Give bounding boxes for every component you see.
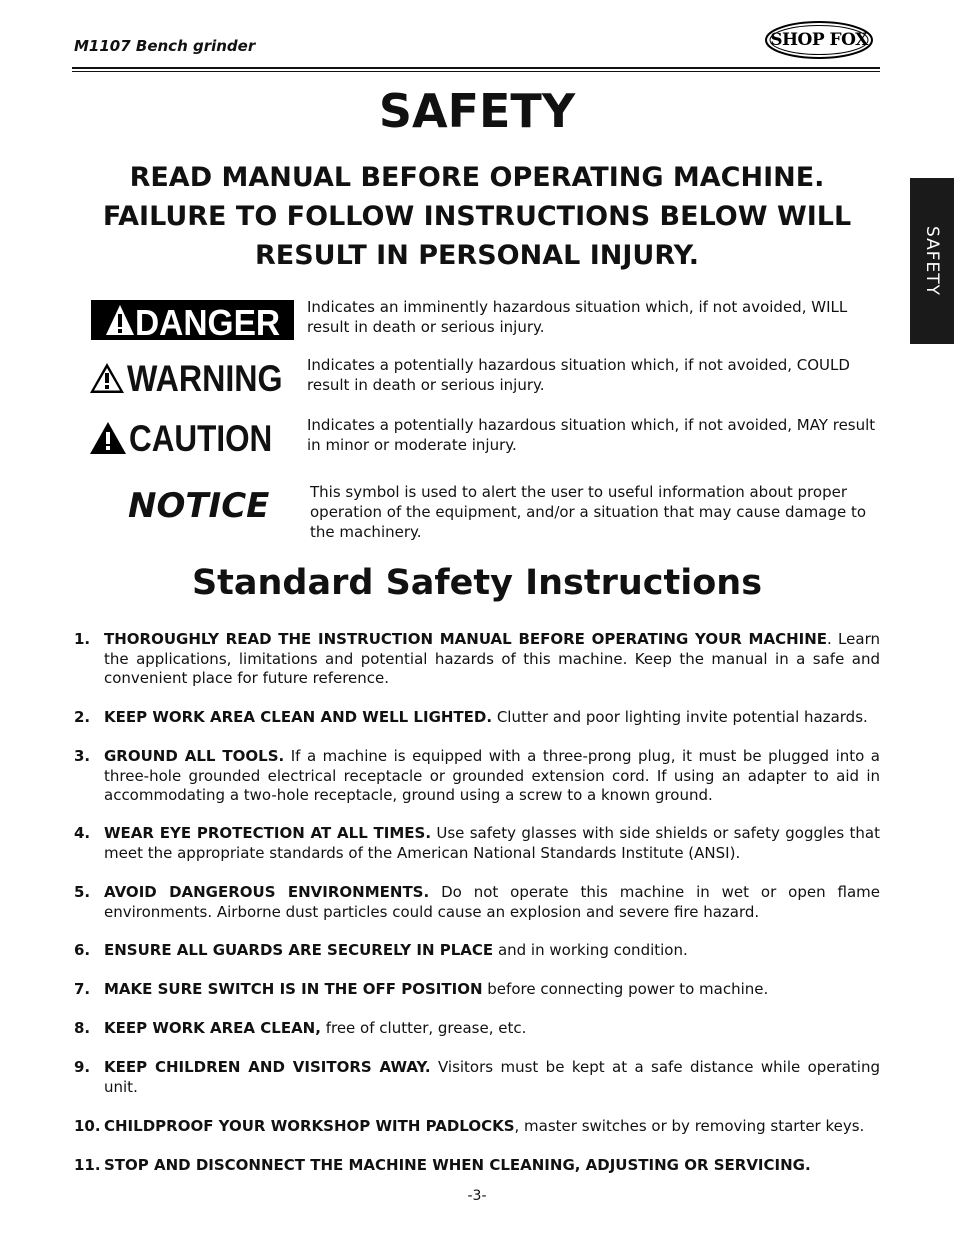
page-title: SAFETY: [378, 84, 576, 138]
instruction-text: free of clutter, grease, etc.: [320, 1019, 527, 1037]
instruction-text: Use safety glasses with side shields or safety goggles that meet the appropriate standards of the American National Standards Institute (ANSI).: [104, 824, 880, 862]
instruction-text: and in working condition.: [493, 941, 688, 959]
shop-fox-logo: [764, 20, 874, 60]
instruction-lead: KEEP WORK AREA CLEAN AND WELL LIGHTED.: [104, 708, 493, 726]
instruction-lead: STOP AND DISCONNECT THE MACHINE WHEN CLEANING, ADJUSTING OR SERVICING.: [104, 1156, 811, 1174]
read-manual-warning: [90, 158, 864, 275]
instruction-item: [74, 941, 880, 961]
instruction-item: [74, 1156, 880, 1176]
danger-word: DANGER: [135, 302, 281, 343]
read-manual-line: READ MANUAL BEFORE OPERATING MACHINE.: [129, 162, 825, 193]
instruction-lead: ENSURE ALL GUARDS ARE SECURELY IN PLACE: [104, 941, 494, 959]
instruction-number: 2.: [74, 708, 91, 726]
instruction-item: [74, 883, 880, 922]
instruction-number: 1.: [74, 630, 91, 648]
instruction-number: 4.: [74, 824, 91, 842]
logo-text: SHOP FOX: [770, 30, 868, 50]
instruction-lead: GROUND ALL TOOLS.: [104, 747, 285, 765]
instruction-lead: MAKE SURE SWITCH IS IN THE OFF POSITION: [104, 980, 483, 998]
warning-description: Indicates a potentially hazardous situation which, if not avoided, COULD result in death or serious injury.: [307, 356, 850, 394]
instruction-number: 3.: [74, 747, 91, 765]
instruction-number: 5.: [74, 883, 91, 901]
instruction-number: 6.: [74, 941, 91, 959]
instruction-item: [74, 1117, 880, 1137]
instruction-lead: CHILDPROOF YOUR WORKSHOP WITH PADLOCKS: [104, 1117, 515, 1135]
instruction-item: [74, 708, 880, 728]
warning-triangle-icon: [105, 304, 135, 336]
header-rule: [72, 67, 880, 69]
instruction-item: [74, 1058, 880, 1097]
section-side-tab: [910, 178, 954, 344]
notice-label: NOTICE: [128, 486, 270, 526]
instruction-item: [74, 824, 880, 863]
instruction-number: 9.: [74, 1058, 91, 1076]
read-manual-line: RESULT IN PERSONAL INJURY.: [255, 240, 699, 271]
warning-label: [89, 358, 299, 398]
notice-description: This symbol is used to alert the user to useful information about proper operation of the equipment, and/or a situation that may cause damage to the machinery.: [310, 483, 867, 541]
instruction-text: If a machine is equipped with a three-prong plug, it must be plugged into a three-hole grounded electrical receptacle or grounded extension cord. If using an adapter to aid in accommodating a two-hole receptacle, ground using a screw to a known ground.: [104, 747, 881, 804]
instruction-text: Clutter and poor lighting invite potential hazards.: [492, 708, 868, 726]
instruction-lead: THOROUGHLY READ THE INSTRUCTION MANUAL BEFORE OPERATING YOUR MACHINE: [104, 630, 828, 648]
read-manual-line: FAILURE TO FOLLOW INSTRUCTIONS BELOW WILL: [102, 201, 852, 232]
instruction-lead: WEAR EYE PROTECTION AT ALL TIMES.: [104, 824, 432, 842]
danger-description: Indicates an imminently hazardous situation which, if not avoided, WILL result in death or serious injury.: [307, 298, 848, 336]
warning-triangle-icon: [89, 362, 125, 394]
instruction-item: [74, 630, 880, 689]
caution-description: Indicates a potentially hazardous situation which, if not avoided, MAY result in minor or moderate injury.: [307, 416, 876, 454]
page-number: -3-: [467, 1188, 487, 1204]
danger-label: [91, 300, 294, 343]
instruction-item: [74, 747, 880, 806]
instruction-lead: KEEP CHILDREN AND VISITORS AWAY.: [104, 1058, 431, 1076]
instruction-lead: KEEP WORK AREA CLEAN,: [104, 1019, 321, 1037]
instruction-number: 11.: [74, 1156, 101, 1174]
caution-word: CAUTION: [129, 418, 273, 459]
section-heading: Standard Safety Instructions: [191, 563, 763, 603]
instruction-text: . Learn the applications, limitations and potential hazards of this machine. Keep the manual in a safe and convenient place for future reference.: [104, 630, 880, 687]
document-header-title: M1107 Bench grinder: [74, 37, 256, 55]
instruction-text: Visitors must be kept at a safe distance while operating unit.: [104, 1058, 880, 1096]
instruction-number: 8.: [74, 1019, 91, 1037]
instruction-lead: AVOID DANGEROUS ENVIRONMENTS.: [104, 883, 430, 901]
instruction-text: before connecting power to machine.: [482, 980, 769, 998]
instruction-text: , master switches or by removing starter keys.: [514, 1117, 865, 1135]
caution-triangle-icon: [89, 421, 127, 455]
instruction-item: [74, 980, 880, 1000]
caution-label: [89, 419, 294, 459]
instruction-item: [74, 1019, 880, 1039]
instruction-number: 7.: [74, 980, 91, 998]
side-tab-label: SAFETY: [922, 225, 942, 297]
warning-word: WARNING: [127, 358, 283, 399]
instruction-number: 10.: [74, 1117, 101, 1135]
instruction-text: Do not operate this machine in wet or open flame environments. Airborne dust particles could cause an explosion and severe fire hazard.: [104, 883, 880, 921]
header-rule-thin: [72, 71, 880, 72]
